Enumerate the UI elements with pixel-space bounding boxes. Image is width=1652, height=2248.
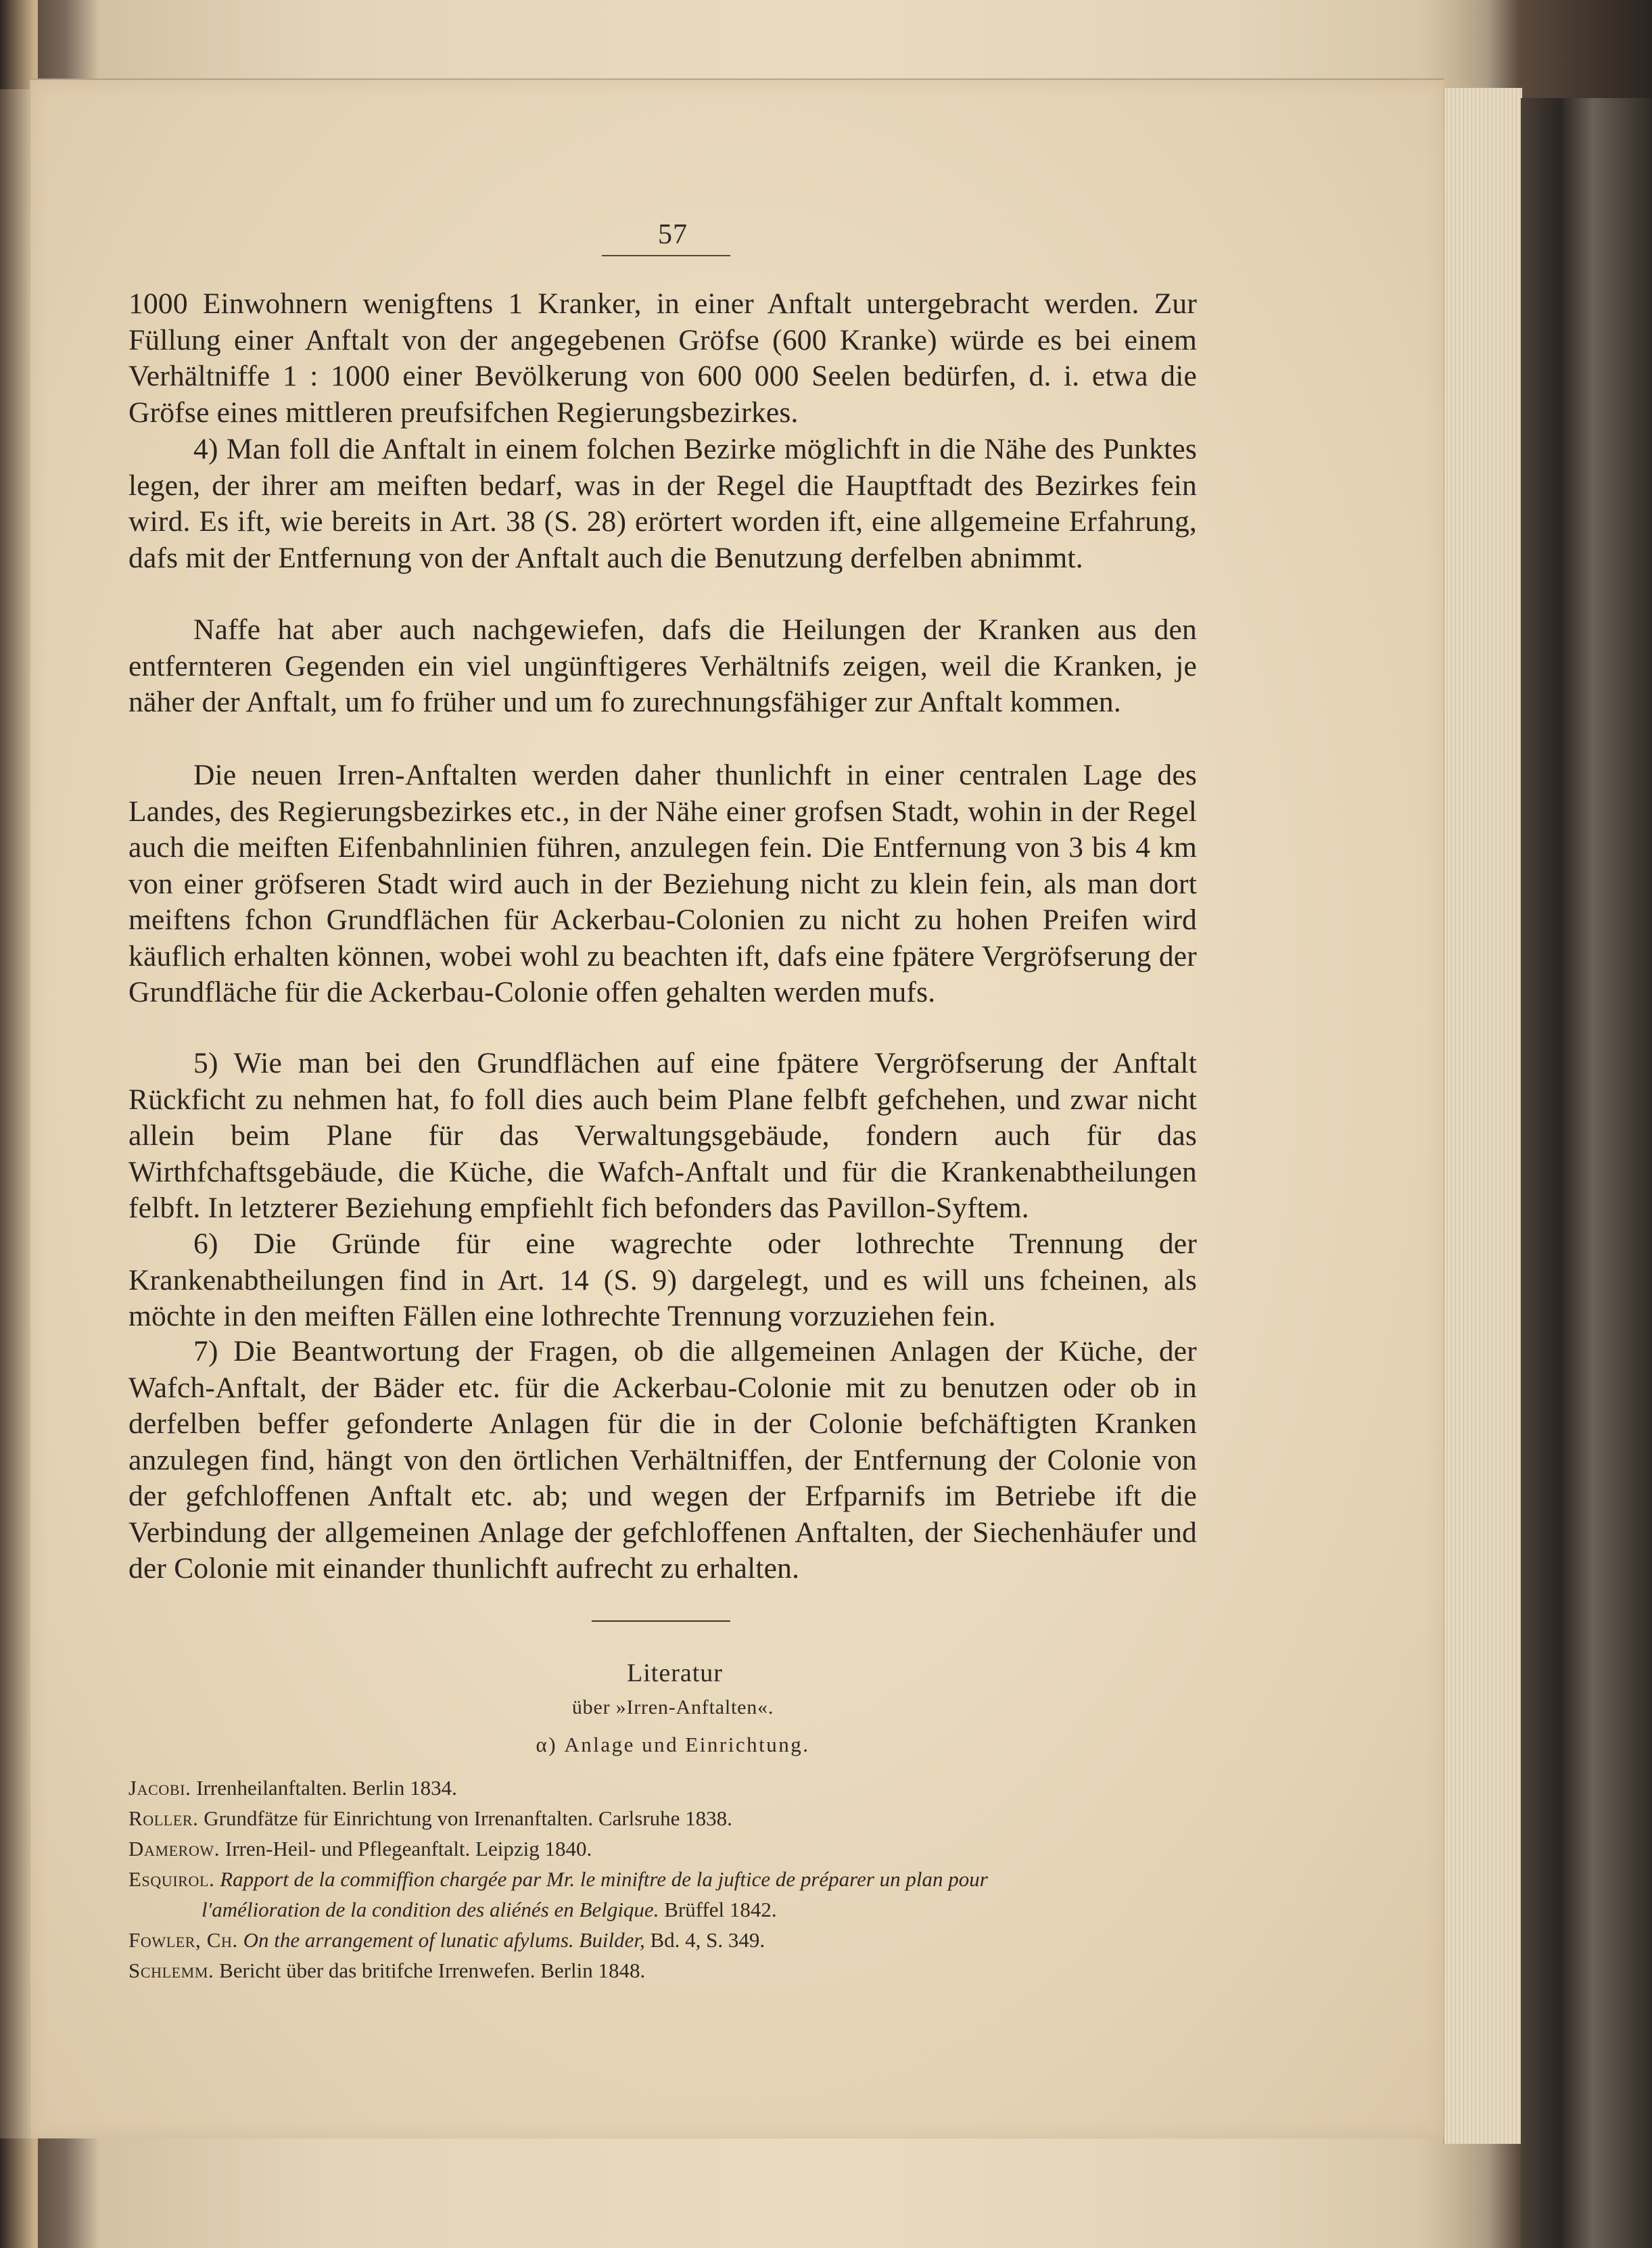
literature-section-title: α) Anlage und Einrichtung. xyxy=(536,1733,810,1756)
page-number: 57 xyxy=(658,219,688,250)
bibliography-author: Esquirol. xyxy=(128,1867,215,1891)
bibliography-title: Rapport de la commiffion chargée par Mr. le miniftre de la juftice de préparer un plan pour xyxy=(220,1867,988,1891)
paragraph-6: 6) Die Gründe für eine wagrechte oder lothrechte Trennung der Krankenabtheilungen find in Art. 14 (S. 9) dargelegt, und es will uns fcheinen, als möchte in den meiften Fällen eine lothrechte Trennung vorzuziehen fein. xyxy=(128,1227,1197,1332)
paragraph-2: 4) Man foll die Anftalt in einem folchen Bezirke möglichft in die Nähe des Punktes legen, der ihrer am meiften bedarf, was in der Regel die Hauptftadt des Bezirkes fein wird. Es ift, wie bereits in Art. 38 (S. 28) erörtert worden ift, eine allgemeine Erfahrung, dafs mit der Entfernung von der Anftalt auch die Benutzung derfelben abnimmt. xyxy=(128,433,1197,574)
page-number-rule xyxy=(602,255,730,256)
paragraph-3: Naffe hat aber auch nachgewiefen, dafs die Heilungen der Kranken aus den entfernteren Gegenden ein viel ungünftigeres Verhältnifs zeigen, weil die Kranken, je näher der Anftalt, um fo früher und um fo zurechnungsfähiger zur Anftalt kommen. xyxy=(128,613,1197,718)
bibliography-text: Irrenheilanftalten. Berlin 1834. xyxy=(196,1776,457,1800)
bibliography-text: Irren-Heil- und Pflegeanftalt. Leipzig 1840. xyxy=(225,1837,592,1860)
paragraph-4: Die neuen Irren-Anftalten werden daher thunlichft in einer centralen Lage des Landes, des Regierungsbezirkes etc., in der Nähe einer grofsen Stadt, wohin in der Regel auch die meiften Eifenbahnlinien führen, anzulegen fein. Die Entfernung von 3 bis 4 km von einer gröfseren Stadt wird auch in der Beziehung nicht zu klein fein, als man dort meiftens fchon Grundflächen für Ackerbau-Colonien zu nicht zu hohen Preifen wird käuflich erhalten können, wobei wohl zu beachten ift, dafs eine fpätere Vergröfserung der Grundfläche für die Ackerbau-Colonie offen gehalten werden mufs. xyxy=(128,759,1197,1008)
bibliography-text: Grundfätze für Einrichtung von Irrenanftalten. Carlsruhe 1838. xyxy=(204,1806,732,1830)
bibliography-tail: Bd. 4, S. 349. xyxy=(644,1928,765,1952)
bibliography-author: Damerow. xyxy=(128,1837,220,1860)
paragraph-5: 5) Wie man bei den Grundflächen auf eine fpätere Vergröfserung der Anftalt Rückficht zu nehmen hat, fo foll dies auch beim Plane felbft gefchehen, und zwar nicht allein beim Plane für das Verwaltungsgebäude, fondern auch für das Wirthfchaftsgebäude, die Küche, die Wafch-Anftalt und für die Krankenabtheilungen felbft. In letzterer Beziehung empfiehlt fich befonders das Pavillon-Syftem. xyxy=(128,1047,1197,1224)
paragraph-7: 7) Die Beantwortung der Fragen, ob die allgemeinen Anlagen der Küche, der Wafch-Anftalt, der Bäder etc. für die Ackerbau-Colonie mit zu benutzen oder ob in derfelben beffer gefonderte Anlagen für die in der Colonie befchäftigten Kranken anzulegen find, hängt von den örtlichen Verhältniffen, der Entfernung der Colonie von der gefchloffenen Anftalt etc. ab; und wegen der Erfparnifs im Betriebe ift die Verbindung der allgemeinen Anlage der gefchloffenen Anftalten, der Siechenhäufer und der Colonie mit einander thunlichft aufrecht zu erhalten. xyxy=(128,1335,1197,1585)
bibliography-author: Roller. xyxy=(128,1806,199,1830)
bibliography-tail: Brüffel 1842. xyxy=(659,1898,777,1921)
left-page-edge xyxy=(0,89,30,2138)
bibliography-source: Builder, xyxy=(579,1928,645,1952)
bibliography-text: Bericht über das britifche Irrenwefen. Berlin 1848. xyxy=(219,1959,646,1982)
bibliography-entry-continuation xyxy=(202,1894,1283,1925)
paragraph-1: 1000 Einwohnern wenigftens 1 Kranker, in einer Anftalt untergebracht werden. Zur Füllung einer Anftalt von der angegebenen Gröfse (600 Kranke) würde es bei einem Verhältniffe 1 : 1000 einer Bevölkerung von 600 000 Seelen bedürfen, d. i. etwa die Gröfse eines mittleren preufsifchen Regierungsbezirkes. xyxy=(128,287,1197,429)
page-edges-stack xyxy=(1443,88,1522,2144)
bibliography-entry xyxy=(128,1803,1210,1833)
bibliography-entry xyxy=(128,1955,1210,1986)
bibliography-title: l'amélioration de la condition des aliénés en Belgique. xyxy=(202,1898,659,1921)
bibliography-author: Schlemm. xyxy=(128,1959,214,1982)
literature-subtitle: über »Irren-Anftalten«. xyxy=(571,1696,774,1718)
bibliography-title: On the arrangement of lunatic afylums. xyxy=(243,1928,574,1952)
bibliography-entry xyxy=(128,1773,1210,1803)
section-divider xyxy=(592,1620,730,1622)
bibliography-entry xyxy=(128,1864,1210,1894)
literature-heading: Literatur xyxy=(627,1659,723,1687)
bibliography-author: Jacobi. xyxy=(128,1776,191,1800)
bibliography-author: Fowler, Ch. xyxy=(128,1928,238,1952)
book-cover-board xyxy=(1521,98,1652,2248)
bibliography-entry xyxy=(128,1833,1210,1864)
bibliography-entry xyxy=(128,1925,1210,1955)
